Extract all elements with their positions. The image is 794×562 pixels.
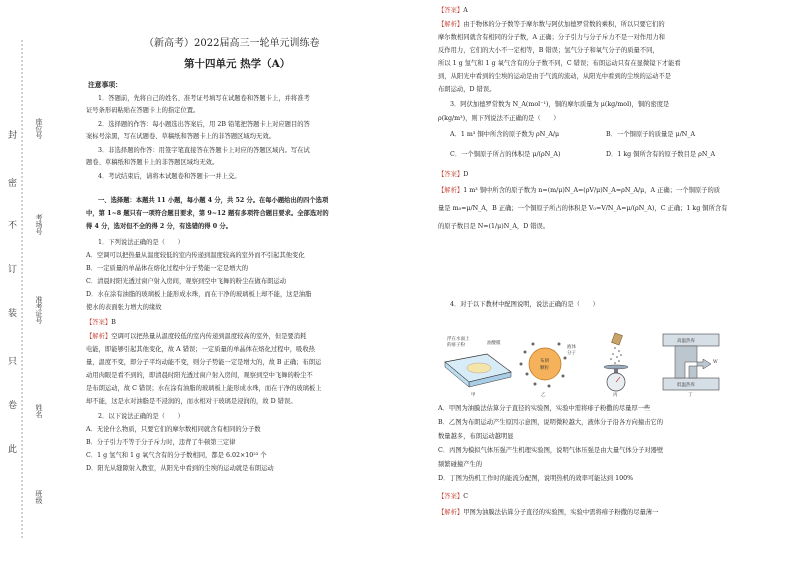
option: A．1 m³ 铜中所含的原子数为 ρN_A/μ [450, 131, 560, 138]
option: C．丙图为模拟气体压强产生机理实验图，说明气体压强是由大量气体分子对器壁 [438, 447, 664, 454]
section-heading: 得 4 分，选对但不全的得 2 分，有选错的得 0 分。 [86, 223, 232, 230]
binding-strip [0, 0, 80, 562]
option: A．无论什么物质，只要它们的摩尔数相同就含有相同的分子数 [86, 426, 261, 433]
binding-word: 装 [8, 309, 18, 319]
label-particle: 颗粒 [540, 366, 549, 371]
option: 使水的表面张力增大的缘故 [86, 304, 162, 311]
option: B．乙图为布朗运动产生原因示意图，说明微粒越大，液体分子沿各方向撞击它的 [438, 419, 664, 426]
analysis-line [438, 508, 658, 518]
label-bing: 丙 [613, 393, 618, 398]
analysis-tag: 【解析】 [438, 187, 464, 194]
analysis-line [438, 20, 665, 30]
answer-tag: 【答案】 [438, 493, 464, 500]
answer-line [438, 492, 468, 502]
question-stem: 3．阿伏加德罗常数为 N_A(mol⁻¹)，铜的摩尔质量为 μ(kg/mol)，铜的密度是 [450, 101, 670, 108]
label-ding: 丁 [688, 393, 693, 398]
analysis-line [86, 332, 306, 342]
answer-value: B [111, 319, 116, 326]
analysis-text: 是布朗运动，故 C 错误；水在涂有油脂的玻璃板上能形成水珠，而在干净的玻璃板上 [86, 385, 322, 392]
answer-tag: 【答案】 [438, 171, 464, 178]
label-jia: 甲 [471, 393, 476, 398]
seat-number-field: 座位号 [35, 118, 43, 139]
option: A．空调可以把热量从温度较低的室内传递到温度较高的室外而不引起其他变化 [86, 252, 305, 259]
question-stem: 1．下列说法正确的是（ ） [98, 239, 184, 246]
analysis-text: 1 m³ 铜中所含的原子数为 n=(m/μ)N_A=(ρV/μ)N_A=ρN_A/μ，A 正确；一个铜原子的质 [463, 187, 721, 194]
answer-tag: 【答案】 [438, 7, 464, 14]
analysis-tag: 【解析】 [86, 333, 112, 340]
q4-figures [441, 332, 741, 398]
label-yi: 乙 [541, 393, 546, 398]
answer-value: A [463, 7, 468, 14]
page-subtitle: 第十四单元 热学（A） [184, 58, 291, 70]
analysis-text: 甲图为油膜法估算分子直径的实验图，实验中需将痱子粉撒的尽量薄一 [463, 509, 659, 516]
section-heading: 中，第 1~8 题只有一项符合题目要求，第 9~12 题有多项符合题目要求。全部选对的 [86, 210, 329, 217]
figure-jia-tray [445, 354, 511, 387]
label-oil-film: 油酸膜 [487, 341, 501, 346]
label-liquid: 液体 [567, 345, 576, 350]
analysis-line [438, 186, 720, 196]
label-cold-reservoir: 低温热库 [677, 383, 695, 388]
option: C．一个铜原子所占的体积是 μ/(ρN_A) [450, 151, 561, 158]
option: D．水在涂有油脂的玻璃板上能形成水珠，而在干净的玻璃板上却不能，这是油脂 [86, 291, 312, 298]
analysis-text: 动用肉眼是看不到的，即清晨时阳光透过窗户射入房间，观察到空中飞舞的粉尘不 [86, 372, 313, 379]
answer-tag: 【答案】 [86, 319, 112, 326]
question-stem: ρ(kg/m³)，则下列说法不正确的是（ ） [438, 115, 560, 122]
figure-yi-brownian [520, 343, 567, 388]
binding-word: 只 [8, 357, 18, 367]
label-floating-powder: 浮在水面上 [447, 337, 470, 342]
analysis-text: 量是 m₀=μ/N_A，B 正确；一个铜原子所占的体积是 V₀=V/N_A=μ/(ρN_A)，C 正确；1 kg 铜所含有 [438, 205, 728, 212]
answer-value: C [463, 493, 469, 500]
answer-line [86, 318, 116, 328]
notes-item: 4．考试结束后，请将本试题卷和答题卡一并上交。 [98, 173, 241, 180]
notes-item: 3．非选择题的作答：用签字笔直接答在答题卡上对应的答题区域内。写在试 [98, 147, 310, 154]
name-field: 姓名 [35, 404, 43, 418]
analysis-text: 的原子数目是 N=(1/μ)N_A，D 错误。 [438, 223, 550, 230]
option: B．分子引力不等于分子斥力时，违背了牛顿第三定律 [86, 439, 236, 446]
exam-room-field: 考场号 [35, 214, 43, 235]
answer-value: D [463, 171, 469, 178]
option: C．1 g 氢气和 1 g 氧气含有的分子数相同，都是 6.02×10²³ 个 [86, 452, 267, 459]
analysis-text: 却不能，这是水对油脂是不浸润的，而水相对干玻璃是浸润的，故 D 错误。 [86, 398, 297, 405]
analysis-text: 空调可以把热量从温度较低的室内传递到温度较高的室外，但是要消耗 [111, 333, 307, 340]
binding-word: 订 [8, 265, 18, 275]
analysis-text: 所以 1 g 氢气和 1 g 氧气含有的分子数不同，C 错误；布朗运动只有在显微镜下才能看 [438, 60, 681, 67]
analysis-text: 反作用力，它们的大小不一定相等，B 错误；氢气分子和氧气分子的质量不同， [438, 47, 659, 54]
answer-line [438, 170, 468, 180]
notes-item: 1．答题前，先将自己的姓名、准考证号填写在试题卷和答题卡上，并将准考 [98, 95, 310, 102]
binding-word: 密 [8, 179, 18, 189]
question-stem: 4．对于以下教材中配图说明，说法正确的是（ ） [450, 301, 599, 308]
notes-item: 题卷、草稿纸和答题卡上的非答题区域均无效。 [86, 159, 219, 166]
binding-word: 封 [8, 131, 18, 141]
binding-word: 不 [8, 221, 18, 231]
analysis-text: 电能，即能够引起其他变化，故 A 错误；一定质量的单晶体在熔化过程中，吸收热 [86, 346, 315, 353]
section-heading: 一、选择题：本题共 11 小题，每小题 4 分，共 52 分。在每小题给出的四个选项 [98, 197, 329, 204]
option: B．一个铜原子的质量是 μ/N_A [606, 131, 696, 138]
label-work: W [713, 360, 718, 365]
option: C．清晨时阳光透过窗户射入房间，观察到空中飞舞的粉尘在做布朗运动 [86, 278, 287, 285]
label-powder: 的痱子粉 [447, 343, 465, 348]
notes-item: 2．选择题的作答：每小题选出答案后，用 2B 铅笔把答题卡上对应题目的答 [98, 121, 310, 128]
analysis-text: 到，从阳光中看到的尘埃的运动是由于气流的流动，从阳光中看到的尘埃的运动不是 [438, 73, 671, 80]
analysis-text: 布朗运动，D 错误。 [438, 86, 496, 93]
option: 频繁碰撞产生的 [438, 461, 483, 468]
q4-figures-svg [441, 332, 741, 398]
label-molecule: 分子 [567, 351, 576, 356]
analysis-text: 量，温度不变，即分子平均动能不变，则分子势能一定是增大的，故 B 正确；布朗运 [86, 359, 322, 366]
label-brown: 布朗 [540, 359, 549, 364]
answer-line [438, 6, 468, 16]
analysis-text: 由于物体的分子数等于摩尔数与阿伏加德罗常数的乘积，所以只要它们的 [463, 21, 665, 28]
figure-bing-scale [604, 333, 628, 391]
option: D．丁图为热机工作时的能流分配图，说明热机的效率可能达到 100% [438, 475, 634, 482]
notes-item: 证号条形码粘贴在答题卡上的指定位置。 [86, 107, 200, 114]
option: D．阳光从缝隙射入教室，从阳光中看到的尘埃的运动就是布朗运动 [86, 465, 274, 472]
notes-item: 案标号涂黑，写在试题卷、草稿纸和答题卡上的非答题区域均无效。 [86, 133, 275, 140]
ticket-number-field: 准考证号 [35, 296, 43, 324]
question-stem: 2．以下说法正确的是（ ） [98, 413, 184, 420]
class-field: 班级 [35, 490, 43, 504]
binding-word: 卷 [8, 401, 18, 411]
page-title: （新高考）2022届高三一轮单元训练卷 [144, 38, 320, 49]
option: B．一定质量的单晶体在熔化过程中分子势能一定是增大的 [86, 265, 249, 272]
analysis-text: 摩尔数相同就含有相同的分子数，A 正确；分子引力与分子斥力不是一对作用力和 [438, 34, 665, 41]
notes-heading: 注意事项： [88, 81, 122, 89]
binding-word: 此 [8, 445, 18, 455]
option: 数量越多，布朗运动越明显 [438, 433, 514, 440]
analysis-tag: 【解析】 [438, 21, 464, 28]
label-hot-reservoir: 高温热库 [677, 339, 695, 344]
option: D．1 kg 铜所含有的原子数目是 ρN_A [606, 151, 716, 158]
option: A．甲图为油膜法估算分子直径的实验图，实验中需将痱子粉撒的尽量厚一些 [438, 405, 651, 412]
binding-dashed-line [0, 0, 80, 562]
analysis-tag: 【解析】 [438, 509, 464, 516]
